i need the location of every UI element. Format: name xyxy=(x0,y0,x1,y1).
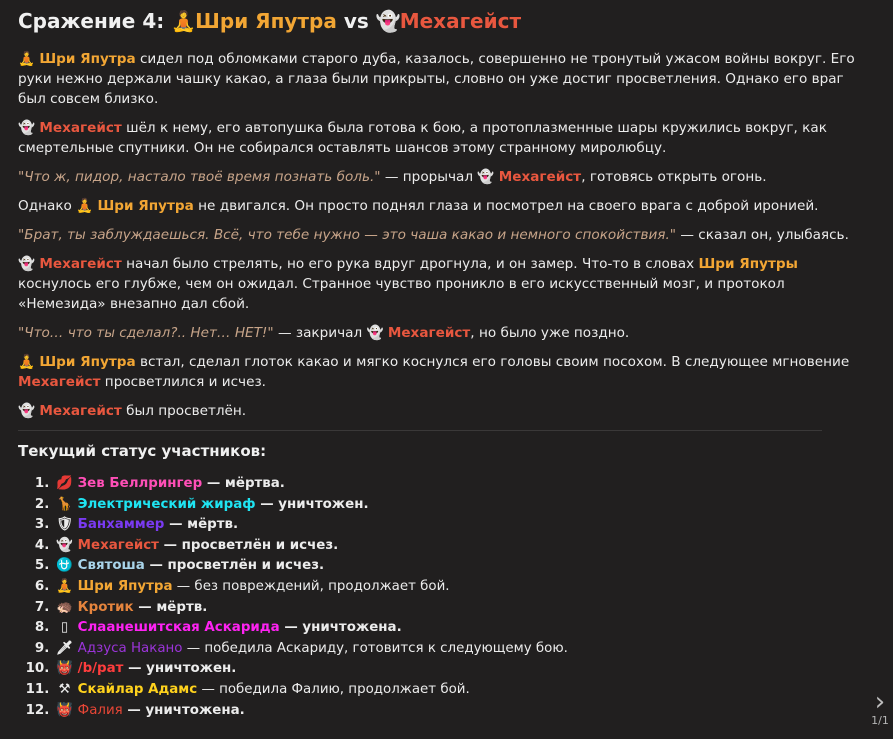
page-counter: 1/1 xyxy=(871,714,889,727)
meditating-person-icon: 🧘 xyxy=(18,51,35,67)
ghost-icon: 👻 xyxy=(18,403,35,419)
fighter-name-mech: Мехагейст xyxy=(498,169,582,185)
story-paragraph-5 xyxy=(18,225,867,245)
ophiuchus-icon: ⛎ xyxy=(56,558,73,574)
pagination xyxy=(871,687,889,727)
fighter-name-shri: Шри Япутра xyxy=(39,354,136,370)
paragraph-text: встал, сделал глоток какао и мягко коснулся его головы своим посохом. В следующее мгновение xyxy=(135,354,850,370)
paragraph-text: просветлился и исчез. xyxy=(100,374,266,390)
story-paragraph-6 xyxy=(18,254,867,314)
participant-status: — победила Фалию, продолжает бой. xyxy=(197,681,470,697)
participant-status: — мёртв. xyxy=(164,517,239,533)
mole-icon: 🦔 xyxy=(56,599,73,615)
quote-text: "Что ж, пидор, настало твоё время познать боль." xyxy=(18,169,381,185)
quote-text: "Что… что ты сделал?.. Нет… НЕТ!" xyxy=(18,325,274,341)
meditating-person-icon: 🧘 xyxy=(56,578,73,594)
fighter-name-mech: Мехагейст xyxy=(39,256,122,272)
title-prefix: Сражение 4: xyxy=(18,9,165,33)
fighter-name-mech: Мехагейст xyxy=(18,374,101,390)
fighter-name-mech: Мехагейст xyxy=(39,120,122,136)
giraffe-icon: 🦒 xyxy=(56,496,73,512)
story-paragraph-4 xyxy=(18,196,867,216)
hammer-pick-icon: ⚒ xyxy=(58,681,71,697)
ghost-icon: 👻 xyxy=(56,537,73,553)
participant-status: — победила Аскариду, готовится к следующему бою. xyxy=(182,640,568,656)
participants-list xyxy=(18,474,867,721)
participant-name: Зев Беллрингер xyxy=(77,476,203,491)
participant-name: Электрический жираф xyxy=(77,496,256,512)
participant-item xyxy=(54,536,867,557)
ghost-icon: 👻 xyxy=(375,9,401,33)
participant-status: — просветлён и исчез. xyxy=(158,537,339,553)
participant-item xyxy=(54,474,867,495)
meditating-person-icon: 🧘 xyxy=(76,198,94,214)
ghost-icon: 👻 xyxy=(366,325,384,341)
participant-item xyxy=(54,659,867,680)
participant-status: — уничтожена. xyxy=(122,702,245,718)
participant-name: /b/рат xyxy=(77,661,124,677)
paragraph-text: начал было стрелять, но его рука вдруг дрогнула, и он замер. Что-то в словах xyxy=(121,256,699,272)
battle-title xyxy=(18,6,867,36)
divider xyxy=(18,430,822,431)
participant-item xyxy=(54,701,867,722)
participant-status: — уничтожен. xyxy=(123,661,237,677)
ghost-icon: 👻 xyxy=(18,256,35,272)
participant-item xyxy=(54,495,867,516)
story-paragraph-9 xyxy=(18,401,867,421)
ghost-icon: 👻 xyxy=(18,120,35,136)
status-heading: Текущий статус участников: xyxy=(18,442,267,460)
participant-status: — уничтожен. xyxy=(255,496,369,512)
fighter-name-shri: Шри Япутра xyxy=(39,51,136,67)
fighter-name-shri: Шри Япутра xyxy=(97,198,194,214)
paragraph-text: — сказал он, улыбаясь. xyxy=(676,227,849,243)
fighter1-name: Шри Япутра xyxy=(195,9,337,33)
vs-label: vs xyxy=(343,9,369,33)
participant-name: Слаанешитская Аскарида xyxy=(77,620,280,636)
paragraph-text: не двигался. Он просто поднял глаза и посмотрел на своего врага с доброй иронией. xyxy=(193,198,819,214)
participant-status: — просветлён и исчез. xyxy=(144,558,325,574)
participant-item xyxy=(54,680,867,701)
participant-status: — без повреждений, продолжает бой. xyxy=(172,578,450,594)
story-paragraph-2 xyxy=(18,118,867,158)
shield-icon: 🛡 xyxy=(56,517,73,533)
participant-item xyxy=(54,618,867,639)
demon-icon: 👹 xyxy=(56,661,73,677)
participant-item xyxy=(54,556,867,577)
fighter-name-shri: Шри Япутры xyxy=(698,256,798,272)
ghost-icon: 👻 xyxy=(477,169,495,185)
participant-item xyxy=(54,515,867,536)
paragraph-text: , но было уже поздно. xyxy=(470,325,630,341)
participant-name: Мехагейст xyxy=(77,537,159,553)
story-paragraph-7 xyxy=(18,323,867,343)
lips-icon: 💋 xyxy=(56,476,73,491)
missing-glyph-icon: ▯ xyxy=(60,620,69,636)
paragraph-text: сидел под обломками старого дуба, казалось, совершенно не тронутый ужасом войны вокруг. Его руки нежно держали чашку какао, а глаза были прикрыты, словно он уже достиг просветления. Однако его враг был совсем близко. xyxy=(18,51,855,107)
participant-name: Адзуса Накано xyxy=(77,640,183,656)
participant-name: Банхаммер xyxy=(77,517,165,533)
paragraph-text: , готовясь открыть огонь. xyxy=(581,169,767,185)
paragraph-text: коснулось его глубже, чем он ожидал. Странное чувство проникло в его искусственный мозг, и протокол «Немезида» внезапно дал сбой. xyxy=(18,276,785,312)
meditating-person-icon: 🧘 xyxy=(171,9,197,33)
demon-icon: 👹 xyxy=(56,702,73,718)
participant-status: — мёртва. xyxy=(202,476,285,491)
participant-status: — уничтожена. xyxy=(279,620,402,636)
paragraph-text: шёл к нему, его автопушка была готова к бою, а протоплазменные шары кружились вокруг, как смертельные спутники. Он не собирался оставлять шансов этому странному миролюбцу. xyxy=(18,120,827,156)
participant-name: Фалия xyxy=(77,702,123,718)
participant-item xyxy=(54,598,867,619)
participant-status: — мёртв. xyxy=(133,599,208,615)
fighter2-name: Мехагейст xyxy=(399,9,522,33)
story-paragraph-1 xyxy=(18,49,867,109)
sword-icon: 🗡 xyxy=(56,640,73,656)
meditating-person-icon: 🧘 xyxy=(18,354,35,370)
participant-name: Шри Япутра xyxy=(77,578,173,594)
participant-name: Святоша xyxy=(77,558,145,574)
participant-item xyxy=(54,577,867,598)
story-paragraph-8 xyxy=(18,352,867,392)
next-page-arrow-icon[interactable]: › xyxy=(874,687,886,717)
story-paragraph-3 xyxy=(18,167,867,187)
participant-item xyxy=(54,639,867,660)
paragraph-text: Однако xyxy=(18,198,77,214)
participant-name: Скайлар Адамс xyxy=(77,681,198,697)
paragraph-text: был просветлён. xyxy=(121,403,247,419)
participant-name: Кротик xyxy=(77,599,134,615)
fighter-name-mech: Мехагейст xyxy=(39,403,122,419)
quote-text: "Брат, ты заблуждаешься. Всё, что тебе нужно — это чаша какао и немного спокойствия." xyxy=(18,227,677,243)
fighter-name-mech: Мехагейст xyxy=(387,325,471,341)
paragraph-text: — прорычал xyxy=(380,169,478,185)
paragraph-text: — закричал xyxy=(273,325,367,341)
